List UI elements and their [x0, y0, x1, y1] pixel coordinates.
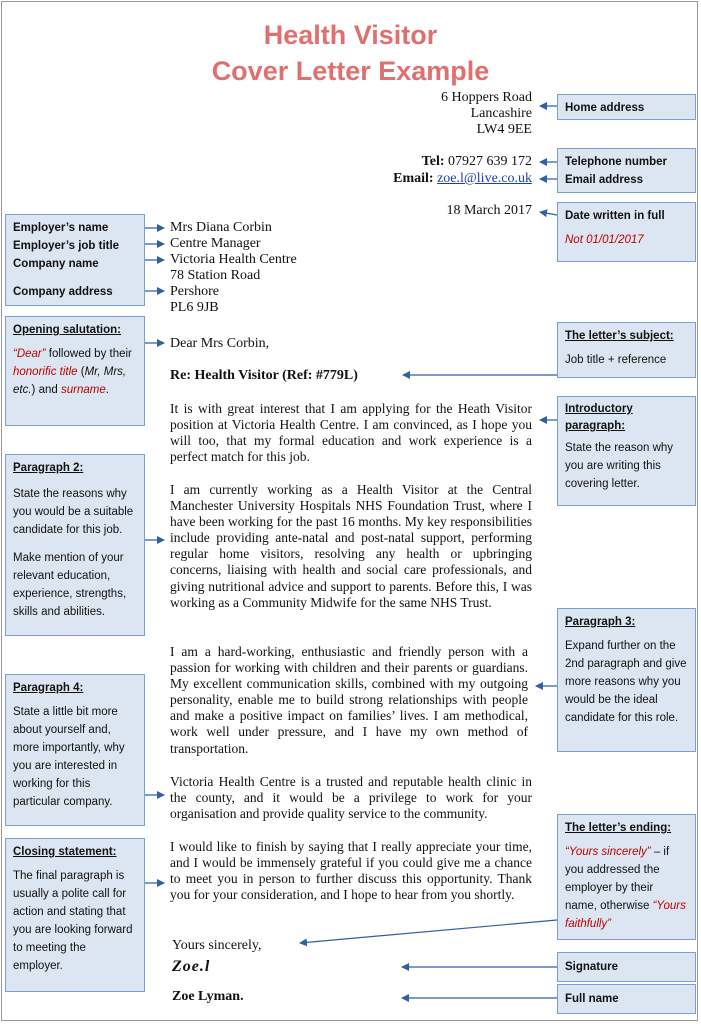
email-label: Email: [393, 171, 434, 186]
annotation-paragraph-3: Paragraph 3: Expand further on the 2nd paragraph and give more reasons why you would be the ideal candidate for this role. [557, 608, 696, 752]
tel-label: Tel: [421, 154, 445, 169]
employer-address2: Pershore [170, 284, 219, 299]
paragraph-5: I would like to finish by saying that I really appreciate your time, and I would be immensely grateful if you could give me a chance to meet you in person to further discuss this opportunity. Thank you for your consideration, and I hope to hear from you shortly. [170, 839, 532, 903]
annotation-ending: The letter’s ending: “Yours sincerely” – if you addressed the employer by their name, otherwise “Yours faithfully” [557, 814, 696, 940]
arrow-ending [300, 920, 557, 943]
annotation-signature: Signature [557, 952, 696, 982]
annotation-salutation: Opening salutation: “Dear” followed by their honorific title (Mr, Mrs, etc.) and surname. [5, 316, 145, 426]
annotation-paragraph-4: Paragraph 4: State a little bit more about yourself and, more importantly, why you are interested in working for this particular company. [5, 674, 145, 826]
salutation: Dear Mrs Corbin, [170, 336, 270, 351]
paragraph-4: Victoria Health Centre is a trusted and reputable health clinic in the county, and it would be a privilege to work for your organisation and provide quality service to the community. [170, 774, 532, 822]
annotation-home-address: Home address [557, 94, 696, 120]
sign-off: Yours sincerely, [172, 938, 262, 953]
annotation-subject: The letter’s subject: Job title + reference [557, 322, 696, 378]
email-link[interactable]: zoe.l@live.co.uk [437, 171, 532, 186]
subject-line: Re: Health Visitor (Ref: #779L) [170, 368, 358, 383]
employer-address1: 78 Station Road [170, 268, 261, 283]
signature: Zoe.l [172, 958, 211, 975]
annotation-date: Date written in full Not 01/01/2017 [557, 202, 696, 262]
employer-title: Centre Manager [170, 236, 261, 251]
address-line2: Lancashire [470, 106, 532, 121]
annotation-paragraph-2: Paragraph 2: State the reasons why you would be a suitable candidate for this job. Make mention of your relevant education, experience, strengths, skills and abilities. [5, 454, 145, 636]
address-line1: 6 Hoppers Road [441, 90, 532, 105]
paragraph-1: It is with great interest that I am applying for the Heath Visitor position at Victoria Health Centre. I am convinced, as I hope you will too, that my formal education and work experience is a perfect match for this job. [170, 401, 532, 465]
paragraph-2: I am currently working as a Health Visitor at the Central Manchester University Hospitals NHS Foundation Trust, where I have been working for the past 16 months. My key responsibilities include providing ante-natal and post-natal support, performing regular home visitors, resolving any health or upbringing concerns, liaising with health and social care professionals, and giving nutritional advice and support to parents. Before this, I was working as a Community Midwife for the same NHS Trust. [170, 482, 532, 610]
tel-value: 07927 639 172 [448, 154, 532, 169]
letter-date: 18 March 2017 [446, 203, 532, 218]
annotation-employer: Employer’s name Employer’s job title Company name Company address [5, 214, 145, 306]
title-line1: Health Visitor [263, 20, 438, 50]
title-line2: Cover Letter Example [211, 56, 490, 86]
full-name: Zoe Lyman. [172, 989, 244, 1004]
annotation-contact: Telephone number Email address [557, 148, 696, 193]
employer-address3: PL6 9JB [170, 300, 219, 315]
employer-company: Victoria Health Centre [170, 252, 297, 267]
annotation-intro: Introductory paragraph: State the reason why you are writing this covering letter. [557, 396, 696, 506]
arrow-date [540, 212, 557, 215]
paragraph-3: I am a hard-working, enthusiastic and friendly person with a passion for working with children and their parents or guardians. My excellent communication skills, combined with my outgoing personality, enable me to build strong relationships with people and make a positive impact on families’ lives. I am methodical, work well under pressure, and I have my own method of transportation. [170, 644, 528, 756]
employer-name: Mrs Diana Corbin [170, 220, 272, 235]
address-line3: LW4 9EE [476, 122, 532, 137]
annotation-closing: Closing statement: The final paragraph is usually a polite call for action and stating that you are looking forward to meeting the employer. [5, 838, 145, 992]
annotation-full-name: Full name [557, 984, 696, 1014]
